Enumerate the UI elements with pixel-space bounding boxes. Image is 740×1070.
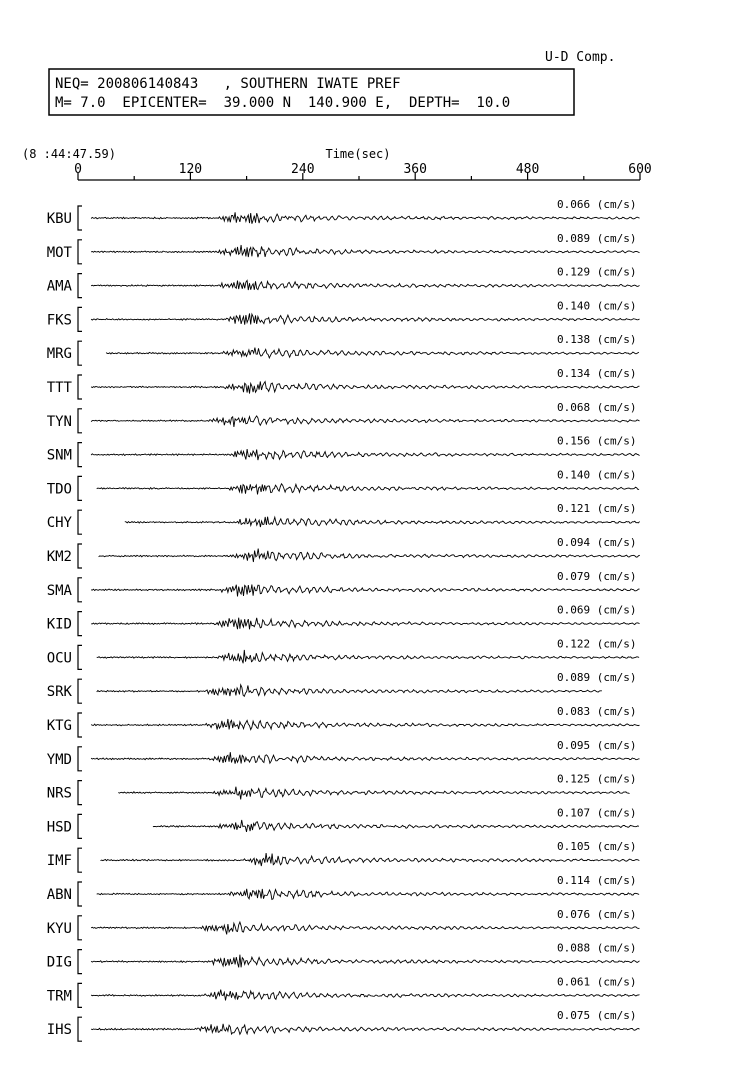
peak-amplitude-label: 0.079 (cm/s): [557, 569, 637, 583]
trace-srk: [47, 671, 637, 703]
station-label: SRK: [46, 684, 72, 701]
waveform-km2: [99, 549, 640, 562]
header-line-2: M= 7.0 EPICENTER= 39.000 N 140.900 E, DEPTH= 10.0: [55, 95, 511, 111]
x-tick-label: 120: [178, 162, 203, 177]
peak-amplitude-label: 0.075 (cm/s): [557, 1009, 637, 1023]
waveform-snm: [91, 449, 639, 460]
waveform-ktg: [91, 719, 639, 730]
peak-amplitude-label: 0.094 (cm/s): [557, 536, 637, 549]
station-label: FKS: [46, 312, 72, 329]
station-label: DIG: [46, 954, 72, 971]
waveform-tyn: [91, 416, 639, 427]
trace-bracket: [78, 476, 82, 500]
trace-bracket: [78, 240, 82, 264]
station-label: OCU: [46, 650, 72, 667]
station-label: KTG: [46, 718, 72, 734]
trace-bracket: [78, 206, 82, 230]
waveform-ihs: [91, 1024, 639, 1035]
waveform-kbu: [91, 212, 639, 223]
peak-amplitude-label: 0.138 (cm/s): [557, 333, 637, 347]
waveform-kyu: [91, 922, 639, 934]
station-label: CHY: [46, 515, 72, 532]
waveform-ama: [91, 281, 639, 291]
station-label: AMA: [46, 278, 72, 295]
station-label: IHS: [46, 1022, 72, 1039]
x-axis-title: Time(sec): [325, 147, 391, 161]
trace-abn: [47, 874, 639, 906]
trace-bracket: [78, 950, 82, 974]
trace-bracket: [78, 916, 82, 940]
trace-bracket: [78, 375, 82, 399]
trace-bracket: [78, 544, 82, 568]
trace-ttt: [47, 367, 640, 399]
waveform-abn: [97, 889, 639, 900]
x-tick-label: 240: [291, 162, 315, 177]
waveform-sma: [91, 585, 639, 597]
station-label: TYN: [46, 413, 72, 430]
peak-amplitude-label: 0.089 (cm/s): [557, 231, 637, 245]
trace-trm: [47, 975, 640, 1007]
station-label: SNM: [46, 447, 72, 464]
waveform-imf: [101, 853, 640, 866]
peak-amplitude-label: 0.140 (cm/s): [557, 299, 637, 313]
station-label: KM2: [46, 549, 72, 565]
trace-tyn: [47, 401, 640, 433]
trace-bracket: [78, 848, 82, 872]
component-label: U-D Comp.: [545, 50, 616, 65]
x-tick-label: 600: [628, 162, 652, 177]
trace-fks: [47, 299, 640, 331]
peak-amplitude-label: 0.076 (cm/s): [557, 907, 637, 921]
trace-bracket: [78, 578, 82, 602]
trace-bracket: [78, 882, 82, 906]
trace-bracket: [78, 443, 82, 467]
trace-bracket: [78, 409, 82, 433]
peak-amplitude-label: 0.095 (cm/s): [557, 738, 637, 752]
trace-dig: [47, 942, 640, 974]
trace-tdo: [47, 468, 639, 500]
waveform-nrs: [118, 787, 629, 800]
trace-kid: [47, 604, 640, 636]
trace-chy: [47, 502, 640, 534]
trace-snm: [47, 435, 640, 467]
trace-kbu: [47, 198, 640, 230]
waveform-trm: [91, 990, 639, 1001]
station-label: MRG: [46, 346, 72, 363]
trace-hsd: [47, 806, 639, 838]
trace-bracket: [78, 1017, 82, 1041]
header-line-1: NEQ= 200806140843 , SOUTHERN IWATE PREF: [55, 76, 401, 92]
x-tick-label: 360: [403, 162, 427, 177]
trace-bracket: [78, 612, 82, 636]
station-label: YMD: [46, 751, 72, 768]
station-label: SMA: [46, 582, 72, 599]
waveform-ttt: [91, 381, 639, 393]
peak-amplitude-label: 0.083 (cm/s): [557, 705, 637, 718]
start-time-label: (8 :44:47.59): [22, 147, 116, 161]
trace-kyu: [47, 908, 640, 940]
waveform-ocu: [97, 650, 639, 663]
trace-mrg: [47, 333, 639, 365]
traces-group: [47, 198, 640, 1041]
peak-amplitude-label: 0.125 (cm/s): [557, 772, 637, 786]
peak-amplitude-label: 0.140 (cm/s): [557, 468, 637, 482]
trace-imf: [47, 840, 640, 872]
peak-amplitude-label: 0.069 (cm/s): [557, 603, 637, 617]
trace-bracket: [78, 814, 82, 838]
station-label: KYU: [46, 920, 72, 937]
waveform-srk: [97, 685, 602, 697]
x-tick-label: 480: [515, 162, 540, 177]
time-axis: [74, 162, 652, 180]
waveform-mot: [91, 245, 639, 257]
trace-bracket: [78, 341, 82, 365]
trace-bracket: [78, 747, 82, 771]
station-label: ABN: [46, 887, 72, 903]
trace-ktg: [47, 705, 640, 737]
station-label: HSD: [46, 819, 72, 836]
trace-bracket: [78, 307, 82, 331]
peak-amplitude-label: 0.114 (cm/s): [557, 874, 637, 887]
peak-amplitude-label: 0.122 (cm/s): [557, 637, 637, 651]
trace-ocu: [47, 637, 639, 669]
waveform-hsd: [153, 820, 639, 832]
peak-amplitude-label: 0.088 (cm/s): [557, 941, 637, 955]
peak-amplitude-label: 0.105 (cm/s): [557, 840, 637, 854]
trace-mot: [47, 232, 640, 264]
waveform-fks: [91, 313, 639, 324]
trace-bracket: [78, 274, 82, 298]
x-tick-label: 0: [74, 162, 82, 177]
trace-km2: [47, 536, 640, 568]
trace-nrs: [47, 773, 637, 805]
trace-bracket: [78, 645, 82, 669]
peak-amplitude-label: 0.134 (cm/s): [557, 367, 637, 380]
trace-bracket: [78, 679, 82, 703]
station-label: NRS: [46, 785, 72, 802]
peak-amplitude-label: 0.121 (cm/s): [557, 502, 637, 516]
waveform-chy: [125, 517, 640, 527]
trace-bracket: [78, 510, 82, 534]
waveform-mrg: [106, 348, 639, 358]
trace-ama: [47, 266, 640, 298]
station-label: KBU: [46, 211, 72, 227]
station-label: TRM: [46, 988, 72, 1005]
station-label: MOT: [46, 244, 72, 261]
trace-ymd: [47, 739, 640, 771]
waveform-dig: [91, 955, 639, 968]
waveform-ymd: [91, 752, 639, 763]
peak-amplitude-label: 0.089 (cm/s): [557, 671, 637, 685]
trace-bracket: [78, 983, 82, 1007]
waveform-kid: [91, 618, 639, 630]
station-label: TTT: [46, 380, 72, 396]
station-label: TDO: [46, 481, 72, 498]
peak-amplitude-label: 0.156 (cm/s): [557, 434, 637, 448]
trace-bracket: [78, 713, 82, 737]
peak-amplitude-label: 0.068 (cm/s): [557, 400, 637, 414]
peak-amplitude-label: 0.107 (cm/s): [557, 806, 637, 820]
peak-amplitude-label: 0.066 (cm/s): [557, 198, 637, 211]
station-label: IMF: [46, 853, 72, 870]
trace-bracket: [78, 781, 82, 805]
waveform-tdo: [97, 484, 639, 495]
trace-ihs: [47, 1009, 640, 1041]
trace-sma: [47, 570, 640, 602]
station-label: KID: [46, 616, 72, 633]
peak-amplitude-label: 0.129 (cm/s): [557, 265, 637, 279]
peak-amplitude-label: 0.061 (cm/s): [557, 975, 637, 989]
